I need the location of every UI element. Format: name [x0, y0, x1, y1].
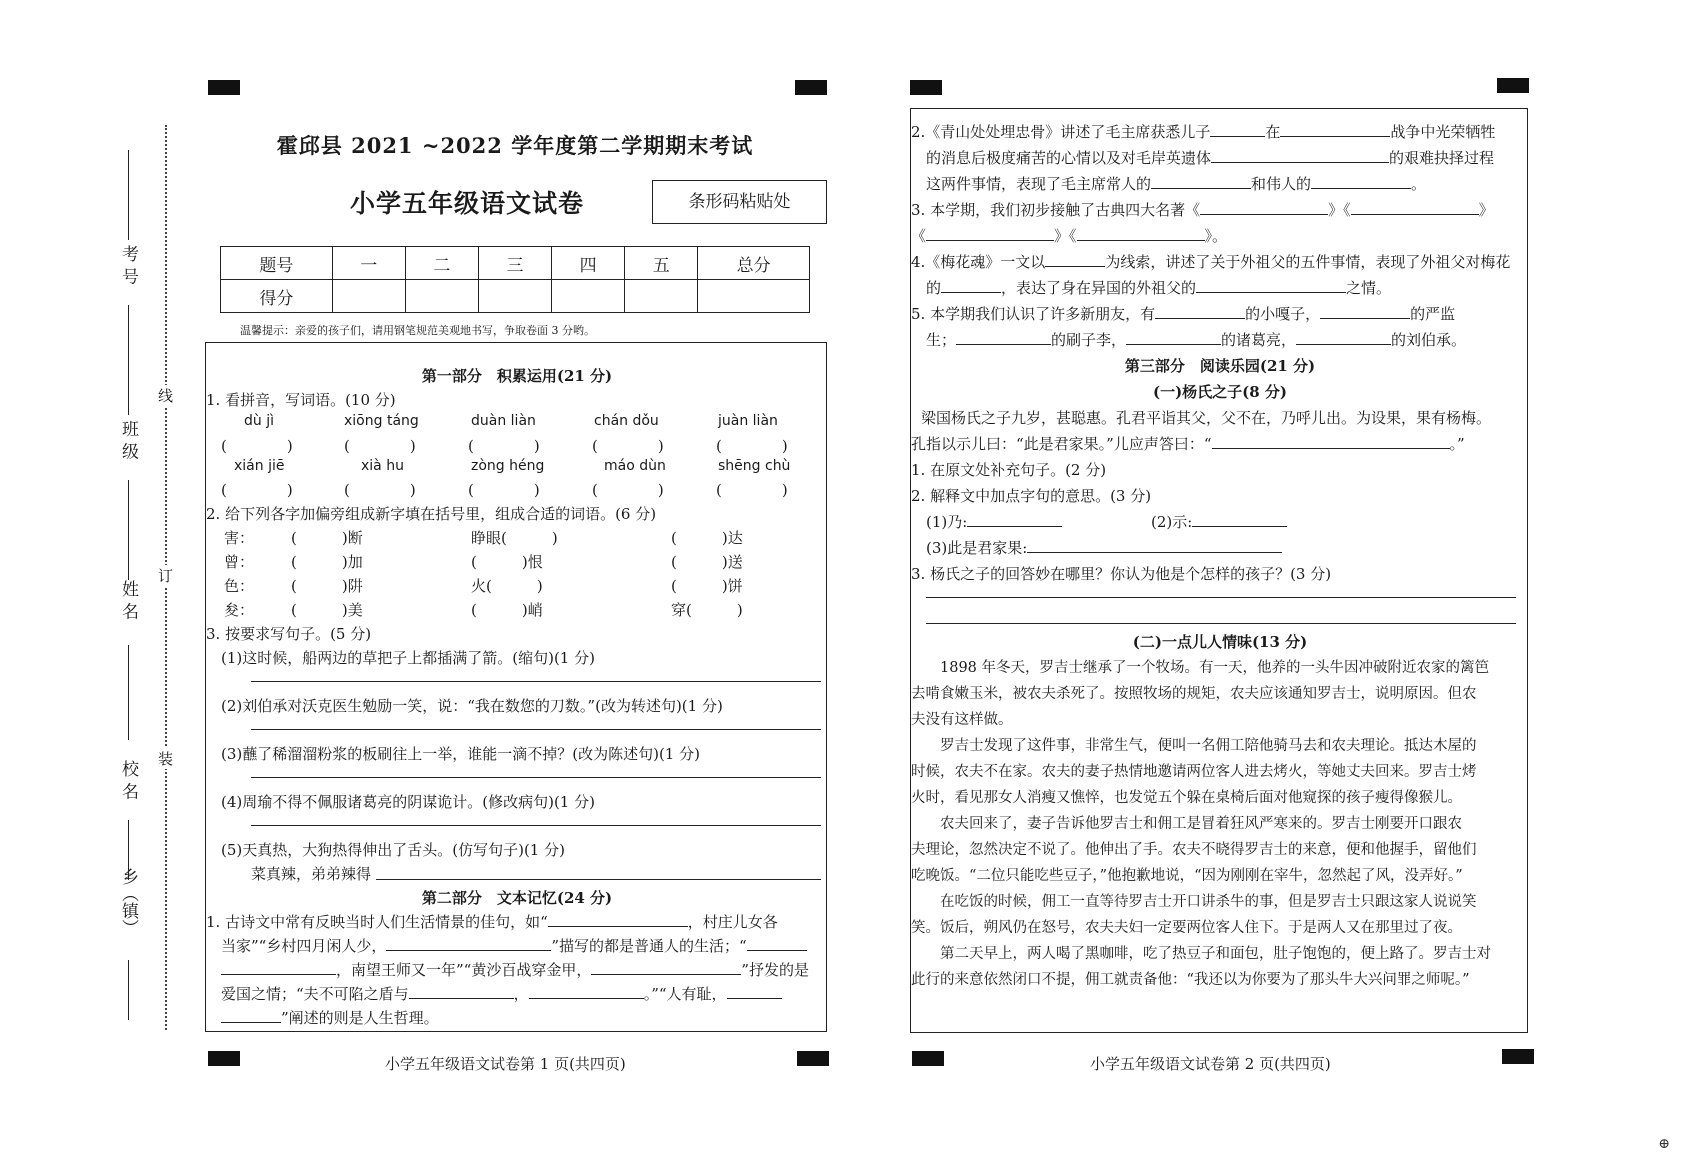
- answer-blank[interactable]: [591, 961, 741, 975]
- sub-question: (4)周瑜不得不佩服诸葛亮的阴谋诡计。(修改病句)(1 分): [221, 793, 595, 811]
- text: 的艰难抉择过程: [1389, 149, 1495, 167]
- table-header: 三: [478, 247, 551, 280]
- sub-question: (5)天真热，大狗热得伸出了舌头。(仿写句子)(1 分): [221, 841, 565, 859]
- text: 的刘伯承。: [1391, 331, 1467, 349]
- passage-line: 夫理论，忽然决定不说了。他伸出了手。农夫不晓得罗吉士的来意，便和他握手，留他们: [911, 842, 1477, 858]
- fill-in-line: [911, 121, 1495, 142]
- fill-in-line: [221, 935, 807, 956]
- text: 的消息后极度痛苦的心情以及对毛岸英遗体: [926, 149, 1212, 167]
- answer-paren[interactable]: ( ): [468, 481, 540, 499]
- answer-blank[interactable]: [1155, 305, 1245, 319]
- fill-in-line: [221, 1007, 439, 1028]
- answer-paren[interactable]: ( ): [344, 481, 416, 499]
- fill-in-line: [1151, 511, 1287, 532]
- content-box: [205, 342, 827, 1032]
- text: 2.《青山处处埋忠骨》讲述了毛主席获悉儿子: [911, 123, 1211, 141]
- crosshair-icon: ⊕: [1658, 1136, 1670, 1152]
- text: 的: [926, 279, 942, 297]
- text: 的小嘎子，: [1245, 305, 1321, 323]
- score-cell[interactable]: [405, 280, 478, 313]
- text: 爱国之情；“夫不可陷之盾与: [221, 985, 409, 1003]
- answer-blank[interactable]: [529, 985, 644, 999]
- text: ”阐述的则是人生哲理。: [281, 1009, 439, 1027]
- table-header: 题号: [221, 247, 333, 280]
- answer-blank[interactable]: [1212, 435, 1450, 449]
- question: 1. 看拼音，写词语。(10 分): [206, 391, 396, 409]
- answer-paren[interactable]: ( )峭: [471, 601, 543, 619]
- text: 《: [911, 227, 927, 245]
- answer-line[interactable]: [251, 777, 821, 778]
- page-2: [905, 0, 1530, 1164]
- fill-in-line: [221, 959, 809, 980]
- pinyin: chán dǒu: [594, 413, 659, 429]
- pinyin: xiōng táng: [344, 413, 419, 429]
- section-title: 第一部分 积累运用(21 分): [421, 367, 613, 385]
- base-char: 害：: [224, 529, 255, 547]
- answer-paren[interactable]: ( )饼: [671, 577, 743, 595]
- answer-blank[interactable]: [1200, 201, 1328, 215]
- score-table: [220, 246, 810, 313]
- answer-paren[interactable]: 睁眼( ): [471, 529, 558, 547]
- answer-paren[interactable]: ( ): [592, 481, 664, 499]
- fill-in-line: [221, 983, 782, 1004]
- score-cell[interactable]: [552, 280, 625, 313]
- answer-blank[interactable]: [409, 985, 514, 999]
- table-header: 总分: [698, 247, 810, 280]
- table-row: [221, 280, 810, 313]
- text: ”抒发的是: [741, 961, 810, 979]
- answer-blank[interactable]: [221, 1009, 281, 1023]
- answer-line[interactable]: [926, 597, 1516, 598]
- fill-in-line: [911, 225, 1227, 246]
- text: (3)此是君家果:: [926, 539, 1028, 557]
- text: 》。: [1204, 227, 1228, 245]
- answer-paren[interactable]: ( ): [344, 437, 416, 455]
- text: 》《: [1054, 227, 1077, 245]
- answer-paren[interactable]: ( )断: [291, 529, 363, 547]
- text: 孔指以示儿曰：“此是君家果。”儿应声答曰：“: [911, 435, 1212, 453]
- answer-paren[interactable]: ( )美: [291, 601, 363, 619]
- answer-blank[interactable]: [967, 513, 1062, 527]
- fill-in-line: [926, 511, 1062, 532]
- answer-blank[interactable]: [1351, 201, 1479, 215]
- text: 的严监: [1410, 305, 1456, 323]
- passage-line: 火时，看见那女人消瘦又憔悴，也发觉五个躲在桌椅后面对他窥探的孩子瘦得像猴儿。: [911, 790, 1462, 806]
- pinyin: máo dùn: [604, 458, 666, 474]
- text: 》: [1478, 201, 1494, 219]
- answer-blank[interactable]: [1045, 253, 1105, 267]
- text: 当家”“乡村四月闲人少，: [221, 937, 387, 955]
- text: 在: [1265, 123, 1281, 141]
- answer-blank[interactable]: [1126, 331, 1221, 345]
- base-char: 色：: [224, 577, 255, 595]
- answer-paren[interactable]: ( ): [716, 481, 788, 499]
- row-label: 得分: [221, 280, 333, 313]
- section-title: 第二部分 文本记忆(24 分): [421, 889, 613, 907]
- pinyin: xián jiē: [234, 458, 285, 474]
- answer-paren[interactable]: ( )达: [671, 529, 743, 547]
- table-row: [221, 247, 810, 280]
- pinyin: duàn liàn: [471, 413, 536, 429]
- answer-blank[interactable]: [221, 961, 336, 975]
- question: 3. 杨氏之子的回答妙在哪里？你认为他是个怎样的孩子？(3 分): [911, 565, 1332, 583]
- answer-line[interactable]: [251, 825, 821, 826]
- town-label: 乡（镇）: [118, 868, 138, 936]
- answer-blank[interactable]: [548, 913, 688, 927]
- text: (1)乃:: [926, 513, 968, 531]
- fill-in-line: [926, 329, 1466, 350]
- answer-paren[interactable]: ( )阱: [291, 577, 363, 595]
- passage-line: 梁国杨氏之子九岁，甚聪惠。孔君平诣其父，父不在，乃呼儿出。为设果，果有杨梅。: [921, 409, 1492, 427]
- cut-line-label: 装: [158, 750, 174, 768]
- name-label: 姓 名: [118, 580, 138, 620]
- answer-blank[interactable]: [1027, 539, 1282, 553]
- passage-line: 夫没有这样做。: [911, 712, 1013, 728]
- answer-blank[interactable]: [1151, 175, 1251, 189]
- answer-line[interactable]: [376, 879, 821, 880]
- answer-blank[interactable]: [956, 331, 1051, 345]
- base-char: 夋：: [224, 601, 255, 619]
- fill-in-line: [926, 147, 1494, 168]
- content-box: [910, 108, 1528, 1033]
- text: ，: [513, 985, 529, 1003]
- answer-blank[interactable]: [1280, 123, 1390, 137]
- exam-title: 霍邱县 2021 ~2022 学年度第二学期期末考试: [276, 133, 754, 158]
- answer-paren[interactable]: ( ): [716, 437, 788, 455]
- answer-blank[interactable]: [1320, 305, 1410, 319]
- school-label: 校 名: [118, 760, 138, 800]
- text: ，村庄儿女各: [687, 913, 778, 931]
- score-cell[interactable]: [478, 280, 551, 313]
- reading-title: (一)杨氏之子(8 分): [1152, 383, 1288, 401]
- answer-blank[interactable]: [1192, 513, 1287, 527]
- passage-line: 1898 年冬天，罗吉士继承了一个牧场。有一天，他养的一头牛因冲破附近农家的篱笆: [911, 660, 1490, 676]
- fill-in-line: [911, 303, 1455, 324]
- sub-question-prefix: 菜真辣，弟弟辣得: [251, 865, 372, 883]
- text: 。”: [1449, 435, 1465, 453]
- text: 生；: [926, 331, 957, 349]
- fill-in-line: [926, 173, 1426, 194]
- passage-line: 时候，农夫不在家。农夫的妻子热情地邀请两位客人进去烤火，等她丈夫回来。罗吉士烤: [911, 764, 1477, 780]
- score-cell[interactable]: [332, 280, 405, 313]
- text: 的刷子李，: [1051, 331, 1127, 349]
- answer-blank[interactable]: [1077, 227, 1205, 241]
- answer-paren[interactable]: ( ): [221, 437, 293, 455]
- table-header: 四: [552, 247, 625, 280]
- sub-question: (2)刘伯承对沃克医生勉励一笑，说：“我在数您的刀数。”(改为转述句)(1 分): [221, 697, 723, 715]
- class-label: 班 级: [118, 420, 138, 460]
- answer-line[interactable]: [251, 681, 821, 682]
- answer-paren[interactable]: ( ): [221, 481, 293, 499]
- base-char: 曾：: [224, 553, 255, 571]
- text: ，表达了身在异国的外祖父的: [1001, 279, 1197, 297]
- text: 为线索，讲述了关于外祖父的五件事情，表现了外祖父对梅花: [1105, 253, 1511, 271]
- question: 2. 给下列各字加偏旁组成新字填在括号里，组成合适的词语。(6 分): [206, 505, 657, 523]
- passage-line: 农夫回来了，妻子告诉他罗吉士和佣工是冒着狂风严寒来的。罗吉士刚要开口跟农: [911, 816, 1462, 832]
- sub-question: (3)蘸了稀溜溜粉浆的板刷往上一举，谁能一滴不掉？(改为陈述句)(1 分): [221, 745, 700, 763]
- exam-number-label: 考 号: [118, 245, 138, 285]
- text: 的诸葛亮，: [1221, 331, 1297, 349]
- answer-paren[interactable]: ( ): [468, 437, 540, 455]
- passage-line: 在吃饭的时候，佣工一直等待罗吉士开口讲杀牛的事，但是罗吉士只跟这家人说说笑: [911, 894, 1477, 910]
- barcode-area: 条形码粘贴处: [652, 180, 827, 224]
- answer-blank[interactable]: [941, 279, 1001, 293]
- sub-question: (1)这时候，船两边的草把子上都插满了箭。(缩句)(1 分): [221, 649, 595, 667]
- text: 。: [1411, 175, 1427, 193]
- fill-in-line: [911, 433, 1465, 454]
- table-header: 一: [332, 247, 405, 280]
- fill-in-line: [911, 251, 1510, 272]
- pinyin: zòng héng: [471, 458, 545, 474]
- pinyin: shēng chù: [718, 458, 791, 474]
- page-footer: 小学五年级语文试卷第 2 页(共四页): [1090, 1055, 1331, 1073]
- question: 1. 在原文处补充句子。(2 分): [911, 461, 1107, 479]
- text: 4.《梅花魂》一文以: [911, 253, 1046, 271]
- text: 5. 本学期我们认识了许多新朋友，有: [911, 305, 1156, 323]
- text: ，南望王师又一年”“黄沙百战穿金甲，: [336, 961, 592, 979]
- answer-paren[interactable]: ( ): [592, 437, 664, 455]
- answer-blank[interactable]: [386, 937, 551, 951]
- page-1: [200, 0, 830, 1164]
- tip-text: 温馨提示：亲爱的孩子们，请用钢笔规范美观地书写，争取卷面 3 分哟。: [240, 324, 595, 337]
- answer-paren[interactable]: 穿( ): [671, 601, 743, 619]
- answer-blank[interactable]: [1311, 175, 1411, 189]
- text: 。”“人有耻，: [643, 985, 727, 1003]
- pinyin: xià hu: [361, 458, 404, 474]
- table-header: 二: [405, 247, 478, 280]
- answer-paren[interactable]: ( )恨: [471, 553, 543, 571]
- text: ”描写的都是普通人的生活；“: [551, 937, 747, 955]
- answer-blank[interactable]: [1210, 123, 1265, 137]
- section-title: 第三部分 阅读乐园(21 分): [1124, 357, 1316, 375]
- text: (2)示:: [1151, 513, 1193, 531]
- answer-blank[interactable]: [1196, 279, 1346, 293]
- passage-line: 此行的来意依然闭口不提，佣工就责备他：“我还以为你要为了那头牛大兴问罪之师呢。”: [911, 972, 1470, 988]
- text: 和伟人的: [1251, 175, 1312, 193]
- score-cell[interactable]: [698, 280, 810, 313]
- question: 2. 解释文中加点字句的意思。(3 分): [911, 487, 1152, 505]
- reading-title: (二)一点儿人情味(13 分): [1132, 633, 1308, 651]
- passage-line: 罗吉士发现了这件事，非常生气，便叫一名佣工陪他骑马去和农夫理论。抵达木屋的: [911, 738, 1477, 754]
- fill-in-line: [926, 537, 1282, 558]
- cut-line-label: 订: [158, 567, 174, 585]
- passage-line: 去啃食嫩玉米，被农夫杀死了。按照牧场的规矩，农夫应该通知罗吉士，说明原因。但农: [911, 686, 1477, 702]
- text: 3. 本学期，我们初步接触了古典四大名著《: [911, 201, 1201, 219]
- text: 1. 古诗文中常有反映当时人们生活情景的佳句，如“: [206, 913, 548, 931]
- passage-line: 吃晚饭。“二位只能吃些豆子，”他抱歉地说，“因为刚刚在宰牛，忽然起了风，没弄好。”: [911, 868, 1463, 884]
- fill-in-line: [206, 911, 778, 932]
- score-cell[interactable]: [625, 280, 698, 313]
- answer-paren[interactable]: ( )送: [671, 553, 743, 571]
- text: 战争中光荣牺牲: [1390, 123, 1496, 141]
- fill-in-line: [926, 277, 1391, 298]
- pinyin: juàn liàn: [718, 413, 778, 429]
- fill-in-line: [911, 199, 1494, 220]
- passage-line: 第二天早上，两人喝了黑咖啡，吃了热豆子和面包，肚子饱饱的，便上路了。罗吉士对: [911, 946, 1491, 962]
- answer-paren[interactable]: 火( ): [471, 577, 543, 595]
- exam-subtitle: 小学五年级语文试卷: [350, 189, 585, 218]
- page-footer: 小学五年级语文试卷第 1 页(共四页): [385, 1055, 626, 1073]
- answer-blank[interactable]: [1211, 149, 1389, 163]
- text: 之情。: [1346, 279, 1392, 297]
- pinyin: dù jì: [244, 413, 274, 429]
- answer-blank[interactable]: [926, 227, 1054, 241]
- answer-blank[interactable]: [747, 937, 807, 951]
- text: 这两件事情，表现了毛主席常人的: [926, 175, 1152, 193]
- answer-paren[interactable]: ( )加: [291, 553, 363, 571]
- answer-blank[interactable]: [727, 985, 782, 999]
- text: 》《: [1328, 201, 1351, 219]
- table-header: 五: [625, 247, 698, 280]
- answer-line[interactable]: [926, 623, 1516, 624]
- question: 3. 按要求写句子。(5 分): [206, 625, 372, 643]
- answer-blank[interactable]: [1296, 331, 1391, 345]
- answer-line[interactable]: [251, 729, 821, 730]
- passage-line: 笑。饭后，朔风仍在怒号，农夫夫妇一定要两位客人住下。于是两人又在那里过了夜。: [911, 920, 1462, 936]
- cut-line-label: 线: [158, 387, 174, 405]
